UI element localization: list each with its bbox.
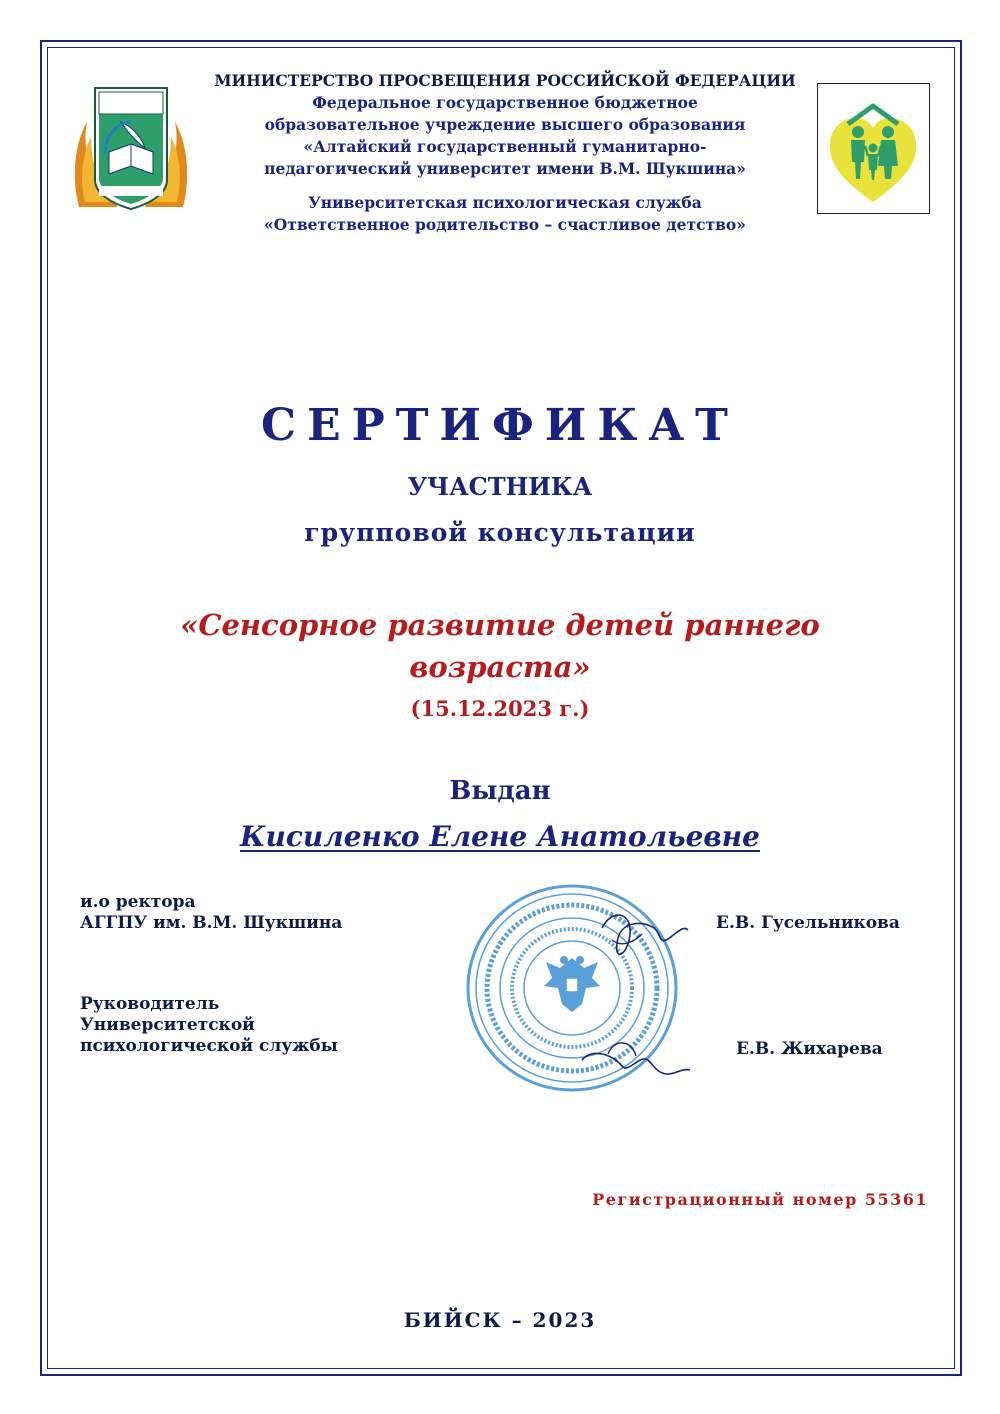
- rector-title: [80, 892, 342, 934]
- issued-label: Выдан: [449, 776, 551, 806]
- institution-header: [210, 70, 800, 236]
- head-title-line-2: Университетской: [80, 1015, 255, 1035]
- rector-title-line-1: и.о ректора: [80, 892, 196, 912]
- topic-line-2: возраста»: [409, 650, 591, 684]
- certificate-title: СЕРТИФИКАТ: [261, 400, 739, 451]
- head-name: Е.В. Жихарева: [736, 1039, 883, 1059]
- head-title-line-1: Руководитель: [80, 994, 220, 1014]
- family-heart-logo-icon: [817, 83, 930, 214]
- official-seal-stamp: [462, 878, 702, 1096]
- institution-line-1: Федеральное государственное бюджетное: [312, 93, 698, 112]
- institution-line-4: педагогический университет имени В.М. Шукшина»: [264, 159, 746, 178]
- service-line-1: Университетская психологическая служба: [308, 193, 702, 212]
- institution-line-2: образовательное учреждение высшего образования: [264, 115, 746, 134]
- university-emblem-icon: [69, 82, 193, 213]
- institution-line-3: «Алтайский государственный гуманитарно-: [303, 137, 707, 156]
- rector-name: Е.В. Гусельникова: [716, 913, 900, 933]
- service-line-2: «Ответственное родительство – счастливое детство»: [264, 215, 746, 234]
- consultation-date: (15.12.2023 г.): [410, 696, 590, 721]
- topic-line-1: «Сенсорное развитие детей раннего: [180, 608, 820, 642]
- consultation-topic: [150, 604, 850, 688]
- certificate-subtitle-participant: УЧАСТНИКА: [407, 472, 593, 501]
- rector-title-line-2: АГГПУ им. В.М. Шукшина: [80, 913, 343, 933]
- ministry-line: МИНИСТЕРСТВО ПРОСВЕЩЕНИЯ РОССИЙСКОЙ ФЕДЕРАЦИИ: [214, 71, 796, 90]
- head-title-line-3: психологической службы: [80, 1036, 338, 1056]
- recipient-name-block: [0, 820, 1000, 853]
- registration-number: Регистрационный номер 55361: [592, 1190, 928, 1209]
- certificate-subtitle-consultation: групповой консультации: [304, 518, 696, 547]
- head-title: [80, 994, 338, 1057]
- recipient-name: Кисиленко Елене Анатольевне: [239, 820, 760, 853]
- city-year-footer: БИЙСК – 2023: [403, 1308, 597, 1332]
